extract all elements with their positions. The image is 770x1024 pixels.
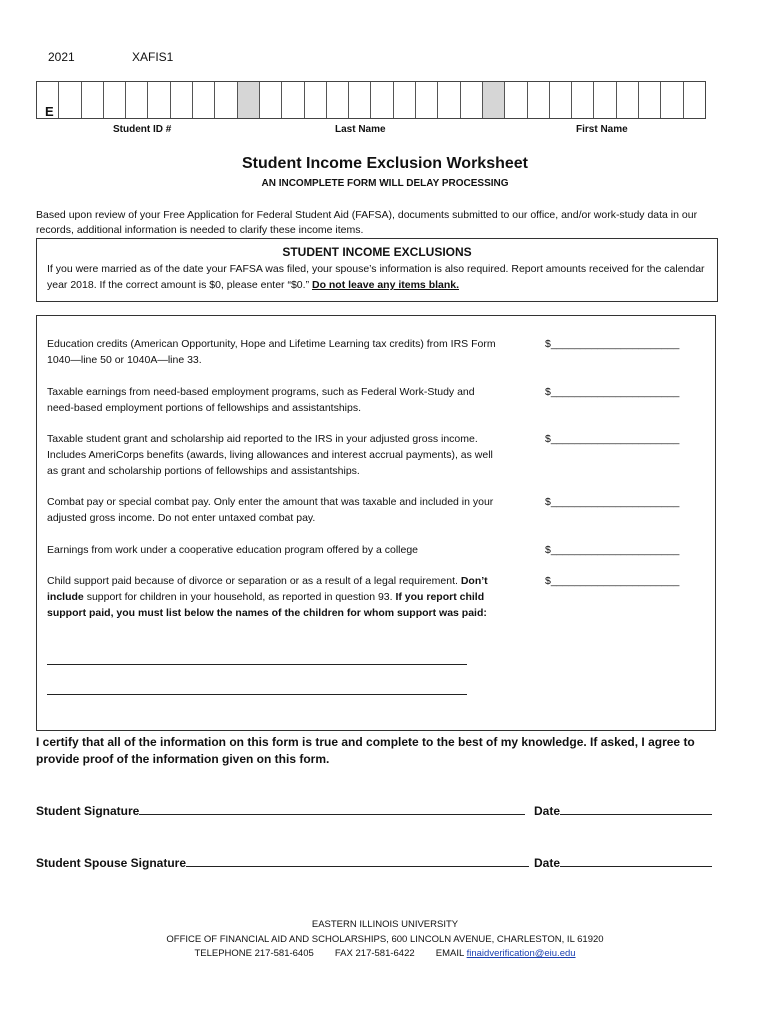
student-date-label: Date [534, 804, 561, 818]
student-id-label: Student ID # [113, 124, 172, 135]
student-date-row [534, 802, 712, 818]
grid-cell[interactable] [282, 82, 304, 118]
grid-cell[interactable] [260, 82, 282, 118]
item-combat-pay: Combat pay or special combat pay. Only enter the amount that was taxable and included in your adjusted gross income. Do not enter untaxed combat pay. [47, 496, 494, 524]
grid-cell[interactable] [171, 82, 193, 118]
grid-cell[interactable] [148, 82, 170, 118]
grid-cell[interactable] [371, 82, 393, 118]
last-name-label: Last Name [335, 124, 386, 135]
item-child-support: Child support paid because of divorce or separation or as a result of a legal requirement. Don’t include support for children in your household, as reported in question 93. If you report child support paid, you must list below the names of the children for whom support was paid: [47, 575, 488, 619]
grid-cell[interactable] [193, 82, 215, 118]
item-education-credits: Education credits (American Opportunity, Hope and Lifetime Learning tax credits) from IRS Form 1040—line 50 or 1040A—line 33. [47, 338, 496, 366]
grid-cell[interactable] [461, 82, 483, 118]
spouse-date-label: Date [534, 856, 561, 870]
student-id-name-grid[interactable] [36, 81, 706, 119]
grid-cell-prefix [37, 82, 59, 118]
grid-separator-cell [238, 82, 260, 118]
amount-field-grant-scholarship[interactable]: $______________________ [545, 433, 680, 445]
spouse-signature-label: Student Spouse Signature [36, 856, 187, 870]
item-cooperative-education: Earnings from work under a cooperative education program offered by a college [47, 544, 419, 556]
intro-text: Based upon review of your Free Application for Federal Student Aid (FAFSA), documents submitted to our office, and/or work-study data in our records, additional information is needed to clarify these income items. [36, 209, 698, 236]
grid-cell[interactable] [617, 82, 639, 118]
student-signature-row [36, 802, 525, 818]
footer-contact [0, 948, 770, 959]
student-date-field[interactable] [560, 802, 712, 815]
student-signature-field[interactable] [139, 802, 525, 815]
child-names-line-2[interactable] [47, 694, 467, 695]
spouse-signature-field[interactable] [186, 854, 529, 867]
amount-field-combat-pay[interactable]: $______________________ [545, 496, 680, 508]
item-need-based-employment: Taxable earnings from need-based employment programs, such as Federal Work-Study and need-based employment portions of fellowships and assistantships. [47, 386, 475, 414]
grid-cell[interactable] [104, 82, 126, 118]
page-title: Student Income Exclusion Worksheet [242, 155, 528, 172]
footer-telephone: TELEPHONE 217-581-6405 [194, 948, 314, 959]
exclusions-text: If you were married as of the date your FAFSA was filed, your spouse’s information is also required. Report amounts received for the calendar year 2018. If the correct amount is $0, please enter “$0.” Do not leave any items blank. [47, 263, 705, 291]
grid-cell[interactable] [416, 82, 438, 118]
amount-field-child-support[interactable]: $______________________ [545, 575, 680, 587]
student-id-prefix: E [45, 104, 54, 119]
grid-cell[interactable] [126, 82, 148, 118]
first-name-label: First Name [576, 124, 628, 135]
income-items-box [36, 315, 716, 731]
footer-email-link[interactable]: finaidverification@eiu.edu [466, 948, 576, 959]
grid-cell[interactable] [505, 82, 527, 118]
grid-separator-cell [483, 82, 505, 118]
grid-cell[interactable] [528, 82, 550, 118]
page-subtitle: AN INCOMPLETE FORM WILL DELAY PROCESSING [261, 178, 509, 189]
item-grant-scholarship: Taxable student grant and scholarship aid reported to the IRS in your adjusted gross income. Includes AmeriCorps benefits (awards, living allowances and interest accrual payments), as well as grant and scholarship portions of fellowships and assistantships. [47, 433, 493, 477]
form-year: 2021 [48, 50, 75, 64]
child-names-line-1[interactable] [47, 664, 467, 665]
footer-university: EASTERN ILLINOIS UNIVERSITY [311, 919, 459, 930]
exclusions-heading: STUDENT INCOME EXCLUSIONS [282, 245, 472, 259]
grid-cell[interactable] [684, 82, 705, 118]
form-code: XAFIS1 [132, 50, 174, 64]
grid-cell[interactable] [305, 82, 327, 118]
spouse-signature-row [36, 854, 529, 870]
grid-cell[interactable] [550, 82, 572, 118]
grid-cell[interactable] [594, 82, 616, 118]
footer-office-address: OFFICE OF FINANCIAL AID AND SCHOLARSHIPS, 600 LINCOLN AVENUE, CHARLESTON, IL 61920 [166, 934, 604, 945]
grid-cell[interactable] [572, 82, 594, 118]
grid-cell[interactable] [82, 82, 104, 118]
amount-field-need-based-employment[interactable]: $______________________ [545, 386, 680, 398]
grid-cell[interactable] [215, 82, 237, 118]
exclusions-info-box [36, 238, 718, 302]
grid-cell[interactable] [661, 82, 683, 118]
spouse-date-row [534, 854, 712, 870]
spouse-date-field[interactable] [560, 854, 712, 867]
amount-field-education-credits[interactable]: $______________________ [545, 338, 680, 350]
grid-cell[interactable] [327, 82, 349, 118]
footer-email-label: EMAIL [435, 948, 464, 959]
certification-statement: I certify that all of the information on this form is true and complete to the best of my knowledge. If asked, I agree to provide proof of the information given on this form. [36, 735, 695, 766]
grid-cell[interactable] [59, 82, 81, 118]
amount-field-cooperative-education[interactable]: $______________________ [545, 544, 680, 556]
exclusions-emphasis: Do not leave any items blank. [311, 279, 460, 291]
student-signature-label: Student Signature [36, 804, 140, 818]
grid-cell[interactable] [438, 82, 460, 118]
grid-cell[interactable] [349, 82, 371, 118]
grid-cell[interactable] [394, 82, 416, 118]
grid-cell[interactable] [639, 82, 661, 118]
footer-fax: FAX 217-581-6422 [334, 948, 415, 959]
